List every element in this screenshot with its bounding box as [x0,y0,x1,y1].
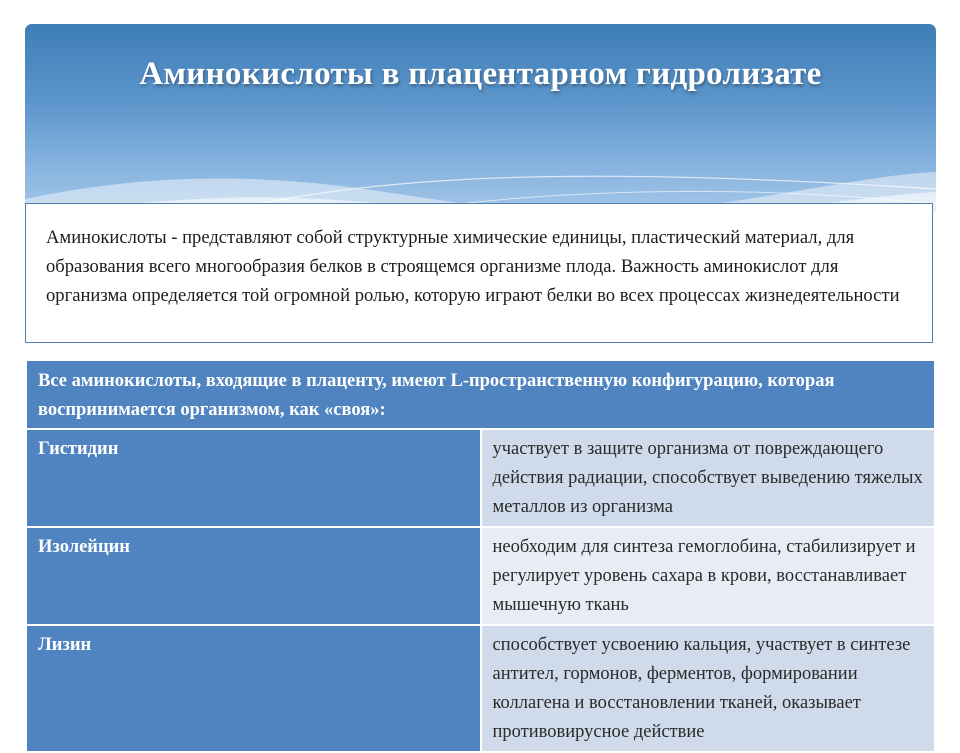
amino-acid-name: Гистидин [26,429,481,527]
amino-acid-table [25,359,936,753]
amino-acid-description: способствует усвоению кальция, участвует в синтезе антител, гормонов, ферментов, формировании коллагена и восстановлении тканей, оказывает противовирусное действие [481,625,936,752]
table-header-row [26,360,935,429]
table-row [26,527,935,625]
intro-box [25,203,933,343]
table-row [26,429,935,527]
intro-text: Аминокислоты - представляют собой структурные химические единицы, пластический материал, для образования всего многообразия белков в строящемся организме плода. Важность аминокислот для организма определяется той огромной ролью, которую играют белки во всех процессах жизнедеятельности [46,227,900,306]
slide-title: Аминокислоты в плацентарном гидролизате [139,56,822,92]
amino-acid-name: Изолейцин [26,527,481,625]
amino-acid-description: участвует в защите организма от повреждающего действия радиации, способствует выведению тяжелых металлов из организма [481,429,936,527]
table-header: Все аминокислоты, входящие в плаценту, имеют L-пространственную конфигурацию, которая воспринимается организмом, как «своя»: [26,360,935,429]
amino-acid-description: необходим для синтеза гемоглобина, стабилизирует и регулирует уровень сахара в крови, восстанавливает мышечную ткань [481,527,936,625]
table-row [26,625,935,752]
amino-acid-name: Лизин [26,625,481,752]
